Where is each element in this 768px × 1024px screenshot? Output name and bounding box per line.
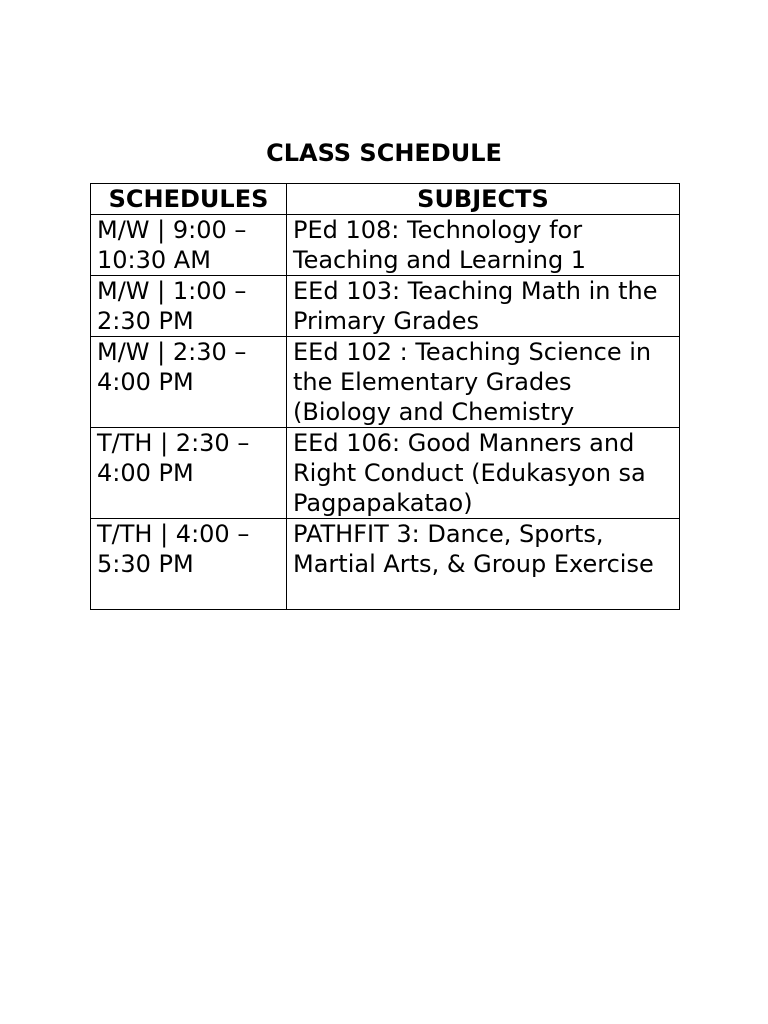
table-row <box>91 215 680 276</box>
schedule-cell: T/TH | 4:00 – 5:30 PM <box>91 519 287 610</box>
schedule-cell: M/W | 9:00 – 10:30 AM <box>91 215 287 276</box>
table-row <box>91 519 680 610</box>
table-row <box>91 428 680 519</box>
subject-cell: PEd 108: Technology for Teaching and Learning 1 <box>287 215 680 276</box>
table-header-row <box>91 184 680 215</box>
page-title: CLASS SCHEDULE <box>266 139 502 167</box>
column-header-subjects: SUBJECTS <box>287 184 680 215</box>
column-header-schedules: SCHEDULES <box>91 184 287 215</box>
table-row <box>91 276 680 337</box>
schedule-cell: T/TH | 2:30 – 4:00 PM <box>91 428 287 519</box>
subject-cell: EEd 103: Teaching Math in the Primary Grades <box>287 276 680 337</box>
subject-cell: PATHFIT 3: Dance, Sports, Martial Arts, & Group Exercise <box>287 519 680 610</box>
subject-cell: EEd 102 : Teaching Science in the Elementary Grades (Biology and Chemistry <box>287 337 680 428</box>
schedule-table <box>90 183 680 610</box>
subject-cell: EEd 106: Good Manners and Right Conduct (Edukasyon sa Pagpapakatao) <box>287 428 680 519</box>
schedule-cell: M/W | 2:30 – 4:00 PM <box>91 337 287 428</box>
schedule-cell: M/W | 1:00 – 2:30 PM <box>91 276 287 337</box>
table-row <box>91 337 680 428</box>
